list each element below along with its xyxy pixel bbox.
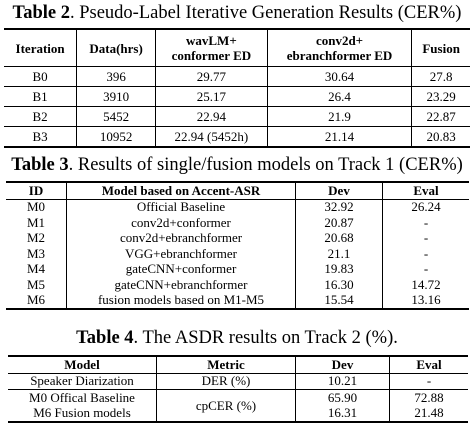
table-row [8,373,468,390]
table-row [6,277,469,293]
t2-cell: 27.8 [429,68,453,84]
table4-label: Table 4 [76,328,134,348]
t2-cell: B1 [4,87,77,107]
t3-cell: 20.68 [296,231,383,247]
t3-cell: M6 [6,293,67,310]
t3-cell: 20.87 [296,215,383,231]
t4-header-eval: Eval [390,356,469,373]
t3-cell: M0 [6,199,67,215]
t2-header-conv2d [267,29,412,67]
t2-cell: B3 [4,127,77,148]
table4-title: . The ASDR results on Track 2 (%). [133,328,398,348]
table3 [6,181,469,310]
t2-cell: 5452 [77,107,156,127]
table-row [6,215,469,231]
t3-cell: - [423,261,429,277]
t3-cell: fusion models based on M1-M5 [67,293,296,310]
table3-caption [0,154,474,176]
t3-cell: VGG+ebranchformer [67,246,296,262]
t3-cell: 21.1 [296,246,383,262]
t3-cell: 32.92 [296,199,383,215]
t4-header-metric: Metric [157,356,296,373]
table2-label: Table 2 [12,3,70,23]
t2-cell: 29.77 [156,67,268,87]
t3-cell: M2 [6,231,67,247]
table2-caption [0,2,474,24]
t3-header-dev: Dev [296,182,383,199]
t2-header-conv2d-line1: conv2d+ [315,33,364,48]
table-row [6,231,469,247]
t2-cell: 23.29 [426,88,456,104]
table-row [6,262,469,278]
t4-cell: M6 Fusion models [33,405,131,421]
t3-cell: gateCNN+conformer [67,262,296,278]
t3-cell: Official Baseline [67,199,296,215]
t2-cell: 22.87 [426,108,456,124]
table2 [4,28,470,148]
t4-cell: 16.31 [296,406,390,423]
table3-label: Table 3 [11,155,69,175]
t3-cell: 19.83 [296,262,383,278]
t4-header-dev: Dev [296,356,390,373]
t3-header-eval: Eval [383,182,470,199]
t2-cell: 26.4 [267,87,412,107]
t2-cell: 21.9 [267,107,412,127]
t4-header-model: Model [8,356,157,373]
table-row [6,293,469,310]
t3-cell: M3 [6,246,67,262]
t4-cell: 21.48 [414,405,444,421]
t2-cell: 20.83 [426,128,456,144]
t3-cell: M4 [6,262,67,278]
t3-cell: 15.54 [296,293,383,310]
t2-header-conv2d-line2: ebranchformer ED [286,48,393,63]
table-row [4,67,470,87]
table-row [6,199,469,215]
table4-caption [0,327,474,349]
t3-cell: conv2d+ebranchformer [67,231,296,247]
t3-cell: 16.30 [296,277,383,293]
table-row [6,246,469,262]
t3-cell: 26.24 [411,199,441,215]
t3-cell: - [423,214,429,230]
t2-cell: B2 [4,107,77,127]
t2-cell: 22.94 (5452h) [156,127,268,148]
t4-cell: DER (%) [157,373,296,390]
t2-header-wavlm [156,29,268,67]
t2-cell: 22.94 [156,107,268,127]
t2-header-wavlm-line2: conformer ED [171,48,252,63]
t4-cell-metric-merged: cpCER (%) [157,390,296,423]
table-row [4,107,470,127]
table3-title: . Results of single/fusion models on Track 1 (CER%) [68,155,463,175]
t3-cell: - [423,230,429,246]
table-row [4,127,470,148]
t2-cell: 10952 [77,127,156,148]
t4-cell: - [426,373,432,389]
t2-cell: 21.14 [267,127,412,148]
t3-header-id: ID [6,182,67,199]
t2-cell: 3910 [77,87,156,107]
t2-header-data: Data(hrs) [77,29,156,67]
t2-cell: 30.64 [267,67,412,87]
t3-cell: conv2d+conformer [67,215,296,231]
t3-cell: M5 [6,277,67,293]
t3-cell: M1 [6,215,67,231]
t2-cell: 25.17 [156,87,268,107]
table-row [8,390,468,406]
t2-cell: 396 [77,67,156,87]
t4-cell: M0 Offical Baseline [29,389,135,405]
t2-header-fusion: Fusion [412,29,470,67]
t2-cell: B0 [4,67,77,87]
t3-cell: 13.16 [411,292,441,308]
t4-cell: Speaker Diarization [30,373,134,389]
table4 [8,355,468,423]
t3-header-model: Model based on Accent-ASR [67,182,296,199]
t3-cell: gateCNN+ebranchformer [67,277,296,293]
t2-header-wavlm-line1: wavLM+ [186,33,237,48]
t4-cell: 65.90 [296,390,390,406]
table-row [4,87,470,107]
table2-title: . Pseudo-Label Iterative Generation Results (CER%) [69,3,462,23]
t3-cell: 14.72 [411,276,441,292]
t3-cell: - [423,245,429,261]
t4-cell: 72.88 [414,389,444,405]
t2-header-iteration: Iteration [4,29,77,67]
t4-cell: 10.21 [296,373,390,390]
